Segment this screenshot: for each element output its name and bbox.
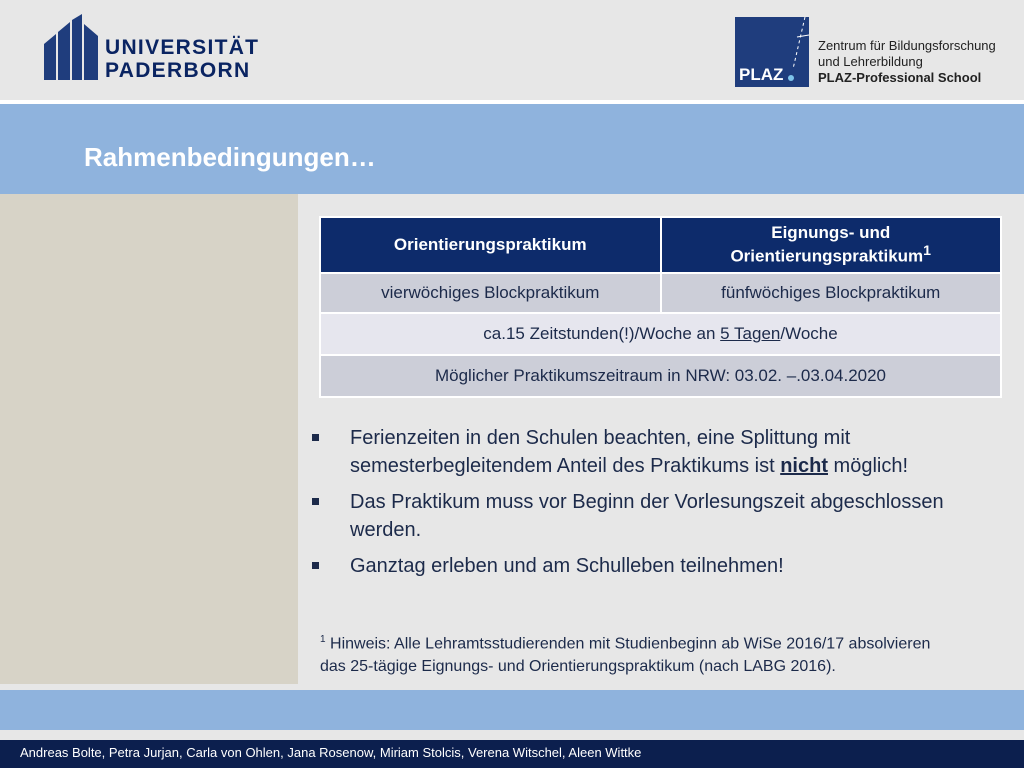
list-item xyxy=(310,488,1000,544)
table-cell: fünfwöchiges Blockpraktikum xyxy=(661,273,1002,313)
plaz-line2: und Lehrerbildung xyxy=(818,54,923,69)
footnote xyxy=(320,628,1000,678)
internship-table xyxy=(319,216,1002,398)
bullet-emphasis: nicht xyxy=(780,455,828,477)
bottom-band xyxy=(0,690,1024,730)
university-name-line1: UNIVERSITÄT xyxy=(105,36,260,59)
university-logo-icon xyxy=(44,14,98,80)
table-header-eignungspraktikum xyxy=(661,217,1002,273)
university-name xyxy=(105,36,259,82)
title-band xyxy=(0,104,1024,194)
table-header-row xyxy=(320,217,1001,273)
plaz-logo xyxy=(735,17,809,87)
bullet-square-icon xyxy=(312,434,319,441)
footer-authors: Andreas Bolte, Petra Jurjan, Carla von Ohlen, Jana Rosenow, Miriam Stolcis, Verena Witschel, Aleen Wittke xyxy=(20,745,642,760)
slide-title: Rahmenbedingungen… xyxy=(84,142,376,172)
left-decor-panel xyxy=(0,194,298,684)
hours-text-post: /Woche xyxy=(780,324,838,343)
table-header-orientierungspraktikum: Orientierungspraktikum xyxy=(320,217,661,273)
table-row xyxy=(320,355,1001,397)
plaz-dot-icon xyxy=(788,75,794,81)
bullet-square-icon xyxy=(312,498,319,505)
header-bar xyxy=(0,0,1024,100)
table-row xyxy=(320,313,1001,355)
bullet-square-icon xyxy=(312,562,319,569)
bullet-text: Das Praktikum muss vor Beginn der Vorlesungszeit abgeschlossen werden. xyxy=(350,491,944,541)
table-cell-hours xyxy=(320,313,1001,355)
bullet-text: Ganztag erleben und am Schulleben teilnehmen! xyxy=(350,555,784,577)
header-line1: Eignungs- und xyxy=(771,223,891,243)
footnote-line2: das 25-tägige Eignungs- und Orientierungspraktikum (nach LABG 2016). xyxy=(320,658,836,676)
list-item xyxy=(310,552,1000,580)
plaz-line3: PLAZ-Professional School xyxy=(818,70,982,85)
header-footnote-mark: 1 xyxy=(923,243,932,260)
list-item xyxy=(310,424,1000,480)
table-cell: vierwöchiges Blockpraktikum xyxy=(320,273,661,313)
plaz-line1: Zentrum für Bildungsforschung xyxy=(818,38,996,53)
table-row xyxy=(320,273,1001,313)
plaz-description xyxy=(818,38,996,86)
bullet-list xyxy=(310,424,1000,588)
footnote-line1: Hinweis: Alle Lehramtsstudierenden mit Studienbeginn ab WiSe 2016/17 absolvieren xyxy=(330,635,931,653)
plaz-logo-word: PLAZ xyxy=(739,65,784,84)
bullet-text-pre: Ferienzeiten in den Schulen beachten, eine Splittung mit semesterbegleitendem Anteil des Praktikums ist xyxy=(350,427,851,477)
university-name-line2: PADERBORN xyxy=(105,59,251,82)
header-line2: Orientierungspraktikum xyxy=(730,246,924,266)
hours-text-pre: ca.15 Zeitstunden(!)/Woche an xyxy=(483,324,721,343)
bullet-text-post: möglich! xyxy=(827,455,909,477)
footnote-mark: 1 xyxy=(320,634,326,645)
table-cell-period: Möglicher Praktikumszeitraum in NRW: 03.02. –.03.04.2020 xyxy=(320,355,1001,397)
hours-days-underlined: 5 Tagen xyxy=(720,324,781,343)
footer-bar xyxy=(0,740,1024,768)
